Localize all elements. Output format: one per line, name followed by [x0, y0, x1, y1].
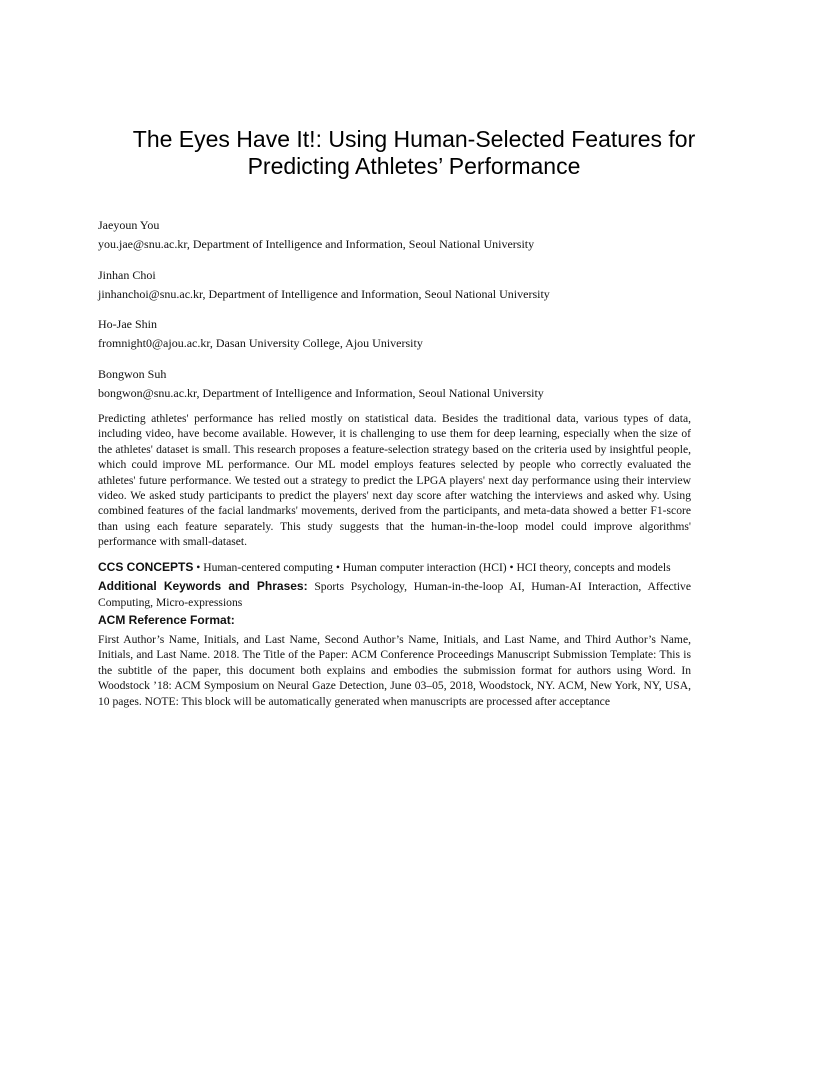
author-name: Bongwon Suh — [98, 366, 167, 381]
paper-title-line-1: The Eyes Have It!: Using Human-Selected Features for — [132, 126, 696, 152]
paper-title — [60, 126, 768, 180]
abstract-text: Predicting athletes' performance has relied mostly on statistical data. Besides the traditional data, various types of data, including video, have become available. However, it is challenging to use them for deep learning, especially when the size of the athletes' dataset is small. This research proposes a feature-selection strategy based on the criteria used by insightful people, which could improve ML performance. Our ML model employs features selected by people who correctly evaluated the athletes' future performance. We tested out a strategy to predict the LPGA players' next day performance using their interview video. We asked study participants to predict the players' next day score after watching the interviews and asked why. Using combined features of the facial landmarks' movements, derived from the participants, and meta-data showed a better F1-score than using each feature separately. This study suggests that the human-in-the-loop model could improve algorithms' performance with small-dataset. — [98, 412, 691, 549]
keywords-text: Sports Psychology, Human-in-the-loop AI, Human-AI Interaction, Affective Computing, Micro-expressions — [98, 580, 692, 609]
author-name: Ho-Jae Shin — [98, 317, 157, 331]
paper-title-line-2: Predicting Athletes’ Performance — [247, 153, 581, 179]
author-block — [98, 316, 738, 352]
ccs-concepts-label: CCS CONCEPTS — [98, 560, 194, 574]
author-block — [98, 217, 738, 253]
author-affiliation: jinhanchoi@snu.ac.kr, Department of Intelligence and Information, Seoul National University — [98, 286, 550, 301]
author-affiliation: bongwon@snu.ac.kr, Department of Intelligence and Information, Seoul National University — [98, 385, 544, 400]
author-name: Jaeyoun You — [98, 218, 160, 232]
acm-reference-text: First Author’s Name, Initials, and Last Name, Second Author’s Name, Initials, and Last Name, and Third Author’s Name, Initials, and Last Name. 2018. The Title of the Paper: ACM Conference Proceedings Manuscript Submission Template: This is the subtitle of the paper, this document both explains and embodies the submission format for authors using Word. In Woodstock ’18: ACM Symposium on Neural Gaze Detection, June 03–05, 2018, Woodstock, NY. ACM, New York, NY, USA, 10 pages. NOTE: This block will be automatically generated when manuscripts are processed after acceptance — [98, 633, 691, 708]
acm-reference-heading: ACM Reference Format: — [98, 613, 235, 627]
author-name: Jinhan Choi — [98, 267, 156, 282]
author-block — [98, 267, 738, 303]
author-affiliation: you.jae@snu.ac.kr, Department of Intelligence and Information, Seoul National University — [98, 237, 535, 251]
ccs-concepts-text: • Human-centered computing • Human computer interaction (HCI) • HCI theory, concepts and models — [193, 561, 671, 574]
author-list — [98, 217, 738, 415]
additional-keywords — [98, 578, 691, 611]
author-block — [98, 366, 738, 402]
author-affiliation: fromnight0@ajou.ac.kr, Dasan University College, Ajou University — [98, 336, 423, 350]
ccs-concepts — [98, 559, 691, 576]
keywords-label: Additional Keywords and Phrases: — [98, 579, 308, 593]
